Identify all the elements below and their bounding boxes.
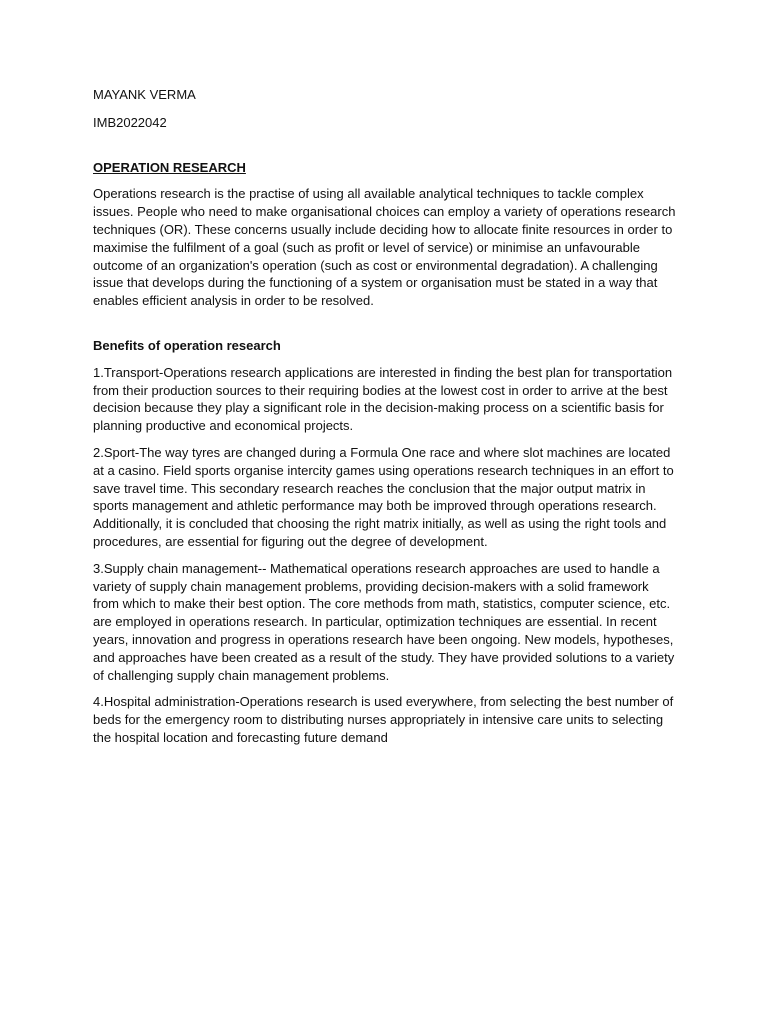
- benefits-heading: Benefits of operation research: [93, 337, 281, 353]
- benefit-paragraph: 3.Supply chain management-- Mathematical operations research approaches are used to handle a variety of supply chain management problems, providing decision-makers with a solid framework from which to make their best option. The core methods from math, statistics, computer science, etc. are employed in operations research. In particular, optimization techniques are essential. In recent years, innovation and progress in operations research have been ongoing. New models, hypotheses, and approaches have been created as a result of the study. They have provided solutions to a variety of challenging supply chain management problems.: [93, 560, 675, 683]
- intro-paragraph: Operations research is the practise of using all available analytical techniques to tackle complex issues. People who need to make organisational choices can employ a variety of operations research techniques (OR). These concerns usually include deciding how to allocate finite resources in order to maximise the fulfilment of a goal (such as profit or level of service) or minimise an unfavourable outcome of an organization's operation (such as cost or environmental degradation). A challenging issue that develops during the functioning of a system or organisation must be stated in a way that enables efficient analysis in order to be resolved.: [93, 186, 676, 309]
- benefit-paragraph: 4.Hospital administration-Operations research is used everywhere, from selecting the best number of beds for the emergency room to distributing nurses appropriately in intensive care units to selecting the hospital location and forecasting future demand: [93, 694, 674, 745]
- benefit-paragraph: 1.Transport-Operations research applications are interested in finding the best plan for transportation from their production sources to their requiring bodies at the lowest cost in order to arrive at the best decision because they play a significant role in the decision-making process on a scientific basis for planning productive and economical projects.: [93, 364, 673, 434]
- benefit-paragraph: 2.Sport-The way tyres are changed during a Formula One race and where slot machines are located at a casino. Field sports organise intercity games using operations research techniques in an effort to save travel time. This secondary research reaches the conclusion that the major output matrix in sports management and athletic performance may both be improved through operations research. Additionally, it is concluded that choosing the right matrix initially, as well as using the right tools and procedures, are essential for figuring out the degree of development.: [93, 444, 674, 549]
- author-id: IMB2022042: [93, 114, 167, 130]
- document-title: OPERATION RESEARCH: [93, 159, 246, 175]
- document-content: [93, 86, 678, 756]
- author-name: MAYANK VERMA: [93, 87, 196, 102]
